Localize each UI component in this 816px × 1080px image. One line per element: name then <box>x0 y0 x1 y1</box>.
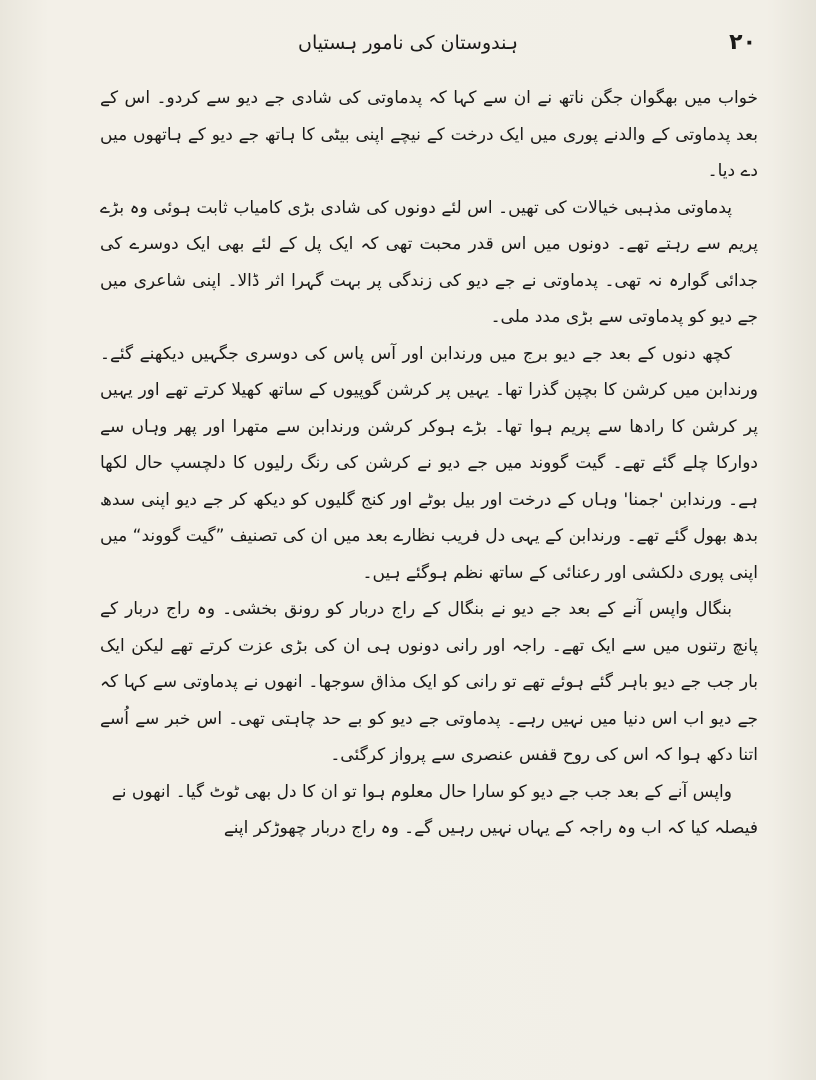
paragraph: پدماوتی مذہبی خیالات کی تھیں۔ اس لئے دونوں کی شادی بڑی کامیاب ثابت ہوئی وہ بڑے پریم سے رہتے تھے۔ دونوں میں اس قدر محبت تھی کہ ایک پل کے لئے بھی ایک دوسرے کی جدائی گوارہ نہ تھی۔ پدماوتی نے جے دیو کی زندگی پر بہت گہرا اثر ڈالا۔ اپنی شاعری میں جے دیو کو پدماوتی سے بڑی مدد ملی۔ <box>100 197 758 327</box>
paragraph: کچھ دنوں کے بعد جے دیو برج میں ورندابن اور آس پاس کی دوسری جگہیں دیکھنے گئے۔ ورندابن میں کرشن کا بچپن گذرا تھا۔ یہیں پر کرشن گوپیوں کے ساتھ کھیلا کرتے تھے اور یہیں پر کرشن کا رادھا سے پریم ہوا تھا۔ بڑے ہوکر کرشن ورندابن سے متھرا اور پھر وہاں سے دوارکا چلے گئے تھے۔ گیت گووند میں جے دیو نے کرشن کی رنگ رلیوں کا دلچسپ حال لکھا ہے۔ ورندابن 'جمنا' وہاں کے درخت اور بیل بوٹے اور کنج گلیوں کو دیکھ کر جے دیو اپنی سدھ بدھ بھول گئے تھے۔ ورندابن کے یہی دل فریب نظارے بعد میں ان کی تصنیف ”گیت گووند“ میں اپنی پوری دلکشی اور رعنائی کے ساتھ نظم ہوگئے ہیں۔ <box>100 343 758 583</box>
page-header <box>60 30 756 64</box>
body-text <box>100 80 758 847</box>
page-number: ۲۰ <box>729 30 756 55</box>
paragraph: واپس آنے کے بعد جب جے دیو کو سارا حال معلوم ہوا تو ان کا دل بھی ٹوٹ گیا۔ انھوں نے فیصلہ کیا کہ اب وہ راجہ کے یہاں نہیں رہیں گے۔ وہ راج دربار چھوڑکر اپنے <box>111 781 758 838</box>
running-title: ہندوستان کی نامور ہستیاں <box>298 32 518 54</box>
paragraph: بنگال واپس آنے کے بعد جے دیو نے بنگال کے راج دربار کو رونق بخشی۔ وہ راج دربار کے پانچ رتنوں میں سے ایک تھے۔ راجہ اور رانی دونوں ہی ان کی بڑی عزت کرتے تھے لیکن ایک بار جب جے دیو باہر گئے ہوئے تھے تو رانی کو ایک مذاق سوجھا۔ انھوں نے پدماوتی سے کہا کہ جے دیو اب اس دنیا میں نہیں رہے۔ پدماوتی جے دیو کو بے حد چاہتی تھی۔ اس خبر سے اُسے اتنا دکھ ہوا کہ اس کی روح قفس عنصری سے پرواز کرگئی۔ <box>100 599 758 765</box>
paragraph: خواب میں بھگوان جگن ناتھ نے ان سے کہا کہ پدماوتی کی شادی جے دیو سے کردو۔ اس کے بعد پدماوتی کے والدنے پوری میں ایک درخت کے نیچے اپنی بیٹی کا ہاتھ جے دیو کے ہاتھوں میں دے دیا۔ <box>100 88 758 181</box>
